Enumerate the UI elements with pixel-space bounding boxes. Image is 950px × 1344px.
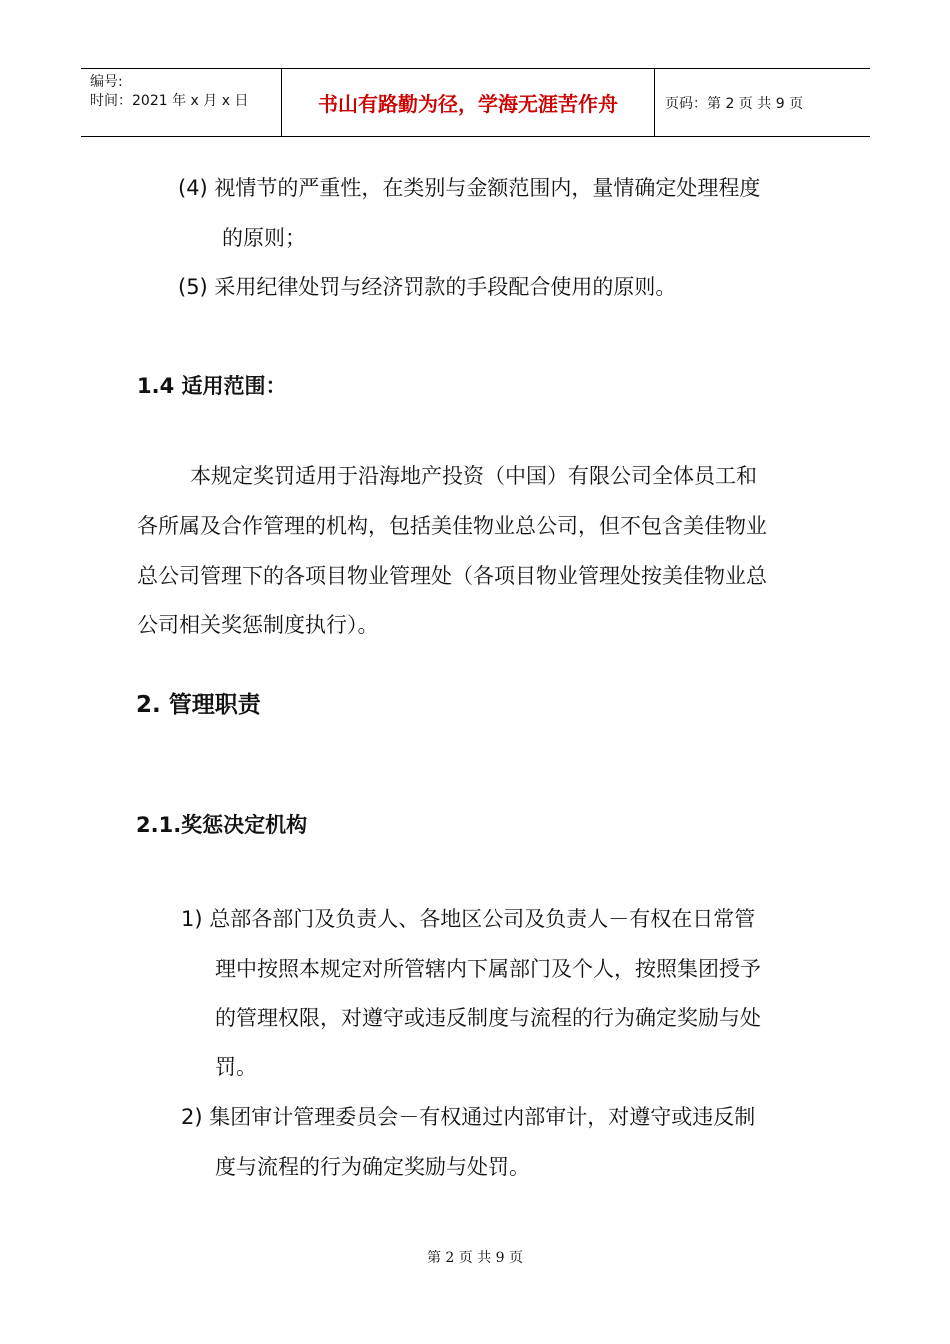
section-heading-1-4: 1.4 适用范围： [137, 374, 287, 398]
duty-item-1-line-1: 1) 总部各部门及负责人、各地区公司及负责人－有权在日常管 [181, 907, 756, 931]
header-motto-cell [282, 69, 655, 136]
duty-item-1-line-3: 的管理权限，对遵守或违反制度与流程的行为确定奖励与处 [215, 1006, 761, 1030]
section-heading-2: 2. 管理职责 [136, 692, 261, 718]
principle-item-4-line-2: 的原则； [222, 226, 306, 250]
duty-item-2-line-2: 度与流程的行为确定奖励与处罚。 [215, 1155, 530, 1179]
duty-item-1-line-4: 罚。 [215, 1055, 257, 1079]
page-footer: 第 2 页 共 9 页 [426, 1250, 524, 1266]
scope-paragraph-line-2: 各所属及合作管理的机构，包括美佳物业总公司，但不包含美佳物业 [137, 514, 767, 538]
header-page-cell [655, 69, 870, 136]
document-number-label: 编号: [90, 74, 123, 90]
section-heading-2-1: 2.1.奖惩决定机构 [136, 813, 308, 837]
duty-item-2-line-1: 2) 集团审计管理委员会－有权通过内部审计，对遵守或违反制 [181, 1105, 756, 1129]
duty-item-1-line-2: 理中按照本规定对所管辖内下属部门及个人，按照集团授予 [215, 957, 761, 981]
document-header [81, 68, 870, 137]
scope-paragraph-line-1: 本规定奖罚适用于沿海地产投资（中国）有限公司全体员工和 [190, 464, 757, 488]
header-meta [81, 69, 282, 136]
scope-paragraph-line-3: 总公司管理下的各项目物业管理处（各项目物业管理处按美佳物业总 [137, 564, 767, 588]
document-time-label: 时间：2021 年 x 月 x 日 [90, 93, 249, 109]
header-page-number: 页码：第 2 页 共 9 页 [665, 95, 804, 112]
principle-item-5: (5) 采用纪律处罚与经济罚款的手段配合使用的原则。 [178, 275, 677, 299]
principle-item-4-line-1: (4) 视情节的严重性，在类别与金额范围内，量情确定处理程度 [178, 176, 761, 200]
header-motto: 书山有路勤为径，学海无涯苦作舟 [318, 92, 618, 116]
scope-paragraph-line-4: 公司相关奖惩制度执行）。 [137, 613, 379, 637]
